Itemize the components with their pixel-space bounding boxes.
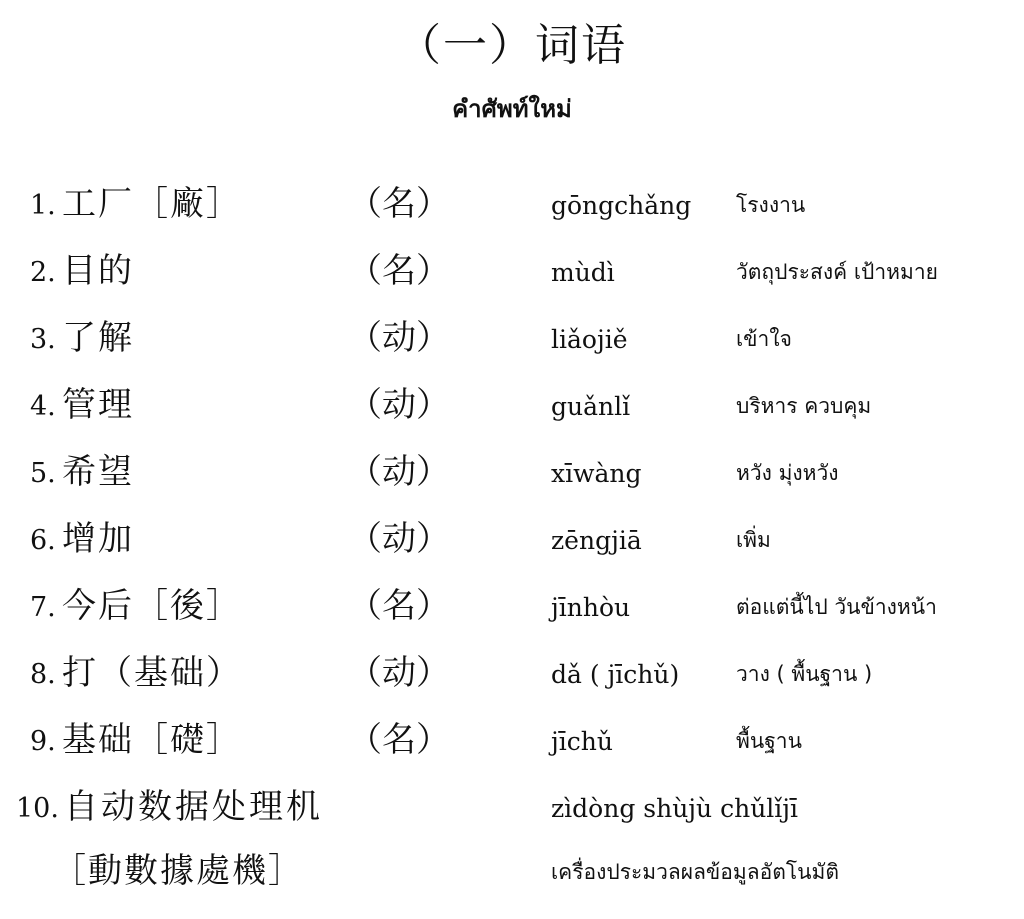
entry-number: 9. <box>30 726 56 757</box>
entry-part-of-speech: （名） <box>348 720 450 760</box>
entry-hanzi: 目的 <box>62 251 134 291</box>
entry-part-of-speech: （动） <box>348 452 450 492</box>
vocab-row-continuation <box>0 845 1024 901</box>
entry-thai-meaning: ต่อแต่นี้ไป วันข้างหน้า <box>736 595 937 619</box>
entry-part-of-speech: （动） <box>348 653 450 693</box>
vocab-row <box>0 647 1024 703</box>
page-subtitle: คำศัพท์ใหม่ <box>452 95 572 123</box>
entry-thai-meaning: เพิ่ม <box>736 528 771 552</box>
entry-number: 6. <box>30 525 56 556</box>
entry-thai-meaning: วาง ( พื้นฐาน ) <box>736 662 873 686</box>
vocab-row <box>0 580 1024 636</box>
vocab-row <box>0 379 1024 435</box>
entry-part-of-speech: （名） <box>348 586 450 626</box>
entry-thai-meaning: โรงงาน <box>736 193 806 217</box>
page-title: （一）词语 <box>397 20 627 71</box>
entry-pinyin: zēngjiā <box>551 526 642 555</box>
entry-part-of-speech: （名） <box>348 251 450 291</box>
entry-part-of-speech: （名） <box>348 184 450 224</box>
entry-thai-meaning: เครื่องประมวลผลข้อมูลอัตโนมัติ <box>551 860 839 884</box>
entry-hanzi: 希望 <box>62 452 134 492</box>
vocab-row <box>0 245 1024 301</box>
entry-number: 1. <box>30 190 56 221</box>
vocab-row <box>0 781 1024 837</box>
entry-number: 8. <box>30 659 56 690</box>
entry-number: 4. <box>30 391 56 422</box>
entry-number: 10. <box>16 793 59 824</box>
entry-number: 5. <box>30 458 56 489</box>
entry-hanzi: 工厂［廠］ <box>62 184 242 224</box>
entry-part-of-speech: （动） <box>348 519 450 559</box>
entry-pinyin: jīchǔ <box>551 727 613 756</box>
entry-thai-meaning: บริหาร ควบคุม <box>736 394 872 418</box>
entry-hanzi: 管理 <box>62 385 134 425</box>
entry-part-of-speech: （动） <box>348 318 450 358</box>
entry-hanzi: 今后［後］ <box>62 586 242 626</box>
entry-thai-meaning: เข้าใจ <box>736 327 792 351</box>
vocab-row <box>0 178 1024 234</box>
entry-thai-meaning: วัตถุประสงค์ เป้าหมาย <box>736 260 938 284</box>
entry-number: 3. <box>30 324 56 355</box>
entry-hanzi: 了解 <box>62 318 134 358</box>
entry-pinyin: xīwàng <box>551 459 642 488</box>
entry-hanzi: 打（基础） <box>62 653 242 693</box>
entry-part-of-speech: （动） <box>348 385 450 425</box>
entry-hanzi: 基础［礎］ <box>62 720 242 760</box>
entry-pinyin: mùdì <box>551 258 615 287</box>
entry-pinyin: jīnhòu <box>551 593 631 622</box>
entry-number: 7. <box>30 592 56 623</box>
entry-hanzi: 自动数据处理机 <box>64 787 323 827</box>
entry-thai-meaning: พื้นฐาน <box>736 729 802 753</box>
entry-hanzi: 增加 <box>62 519 134 559</box>
vocab-row <box>0 513 1024 569</box>
vocab-row <box>0 714 1024 770</box>
vocab-row <box>0 312 1024 368</box>
entry-pinyin: dǎ ( jīchǔ) <box>551 660 680 689</box>
entry-pinyin: liǎojiě <box>551 325 628 354</box>
entry-thai-meaning: หวัง มุ่งหวัง <box>736 461 839 485</box>
entry-pinyin: gōngchǎng <box>551 191 692 220</box>
entry-number: 2. <box>30 257 56 288</box>
vocab-row <box>0 446 1024 502</box>
entry-traditional-hanzi: ［動數據處機］ <box>52 851 304 891</box>
entry-pinyin: guǎnlǐ <box>551 392 631 421</box>
entry-pinyin: zìdòng shùjù chǔlǐjī <box>551 794 799 823</box>
